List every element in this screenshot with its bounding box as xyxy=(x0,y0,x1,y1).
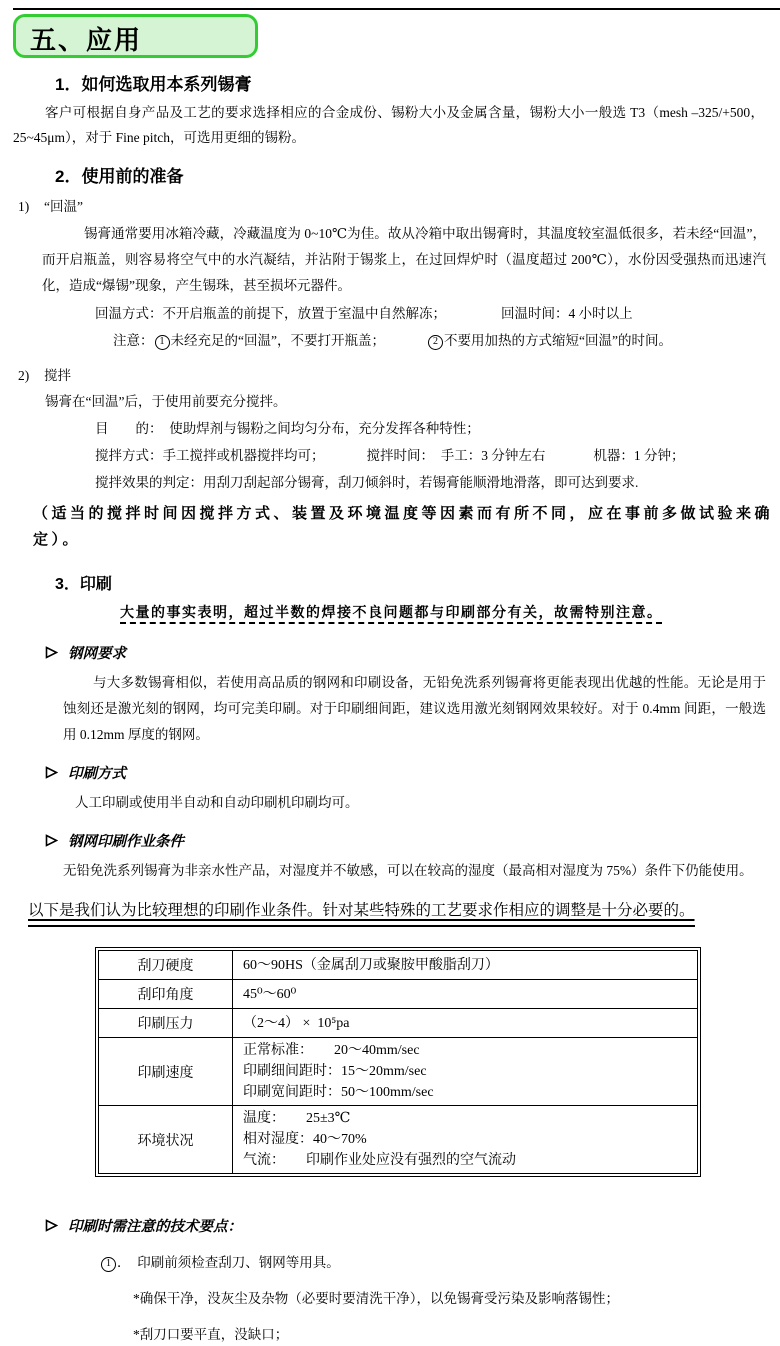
list-item-rewarming xyxy=(18,196,780,218)
table-row xyxy=(99,1009,698,1038)
table-value-line: （2～4） × 10⁵pa xyxy=(243,1015,350,1031)
bullet-printing-method xyxy=(45,762,780,783)
table-row xyxy=(99,951,698,980)
stir-method-text: 搅拌方式：手工搅拌或机器搅拌均可； xyxy=(95,448,325,463)
line-stir-intro: 锡膏在“回温”后，于使用前要充分搅拌。 xyxy=(45,394,287,409)
line-rewarming-note xyxy=(113,329,780,353)
section-title-text: 五、应用 xyxy=(30,25,143,55)
arrowhead-bullet-icon xyxy=(45,834,58,847)
point-item-1 xyxy=(100,1252,780,1274)
arrowhead-bullet-icon xyxy=(45,766,58,779)
table-value-line: 60～90HS（金属刮刀或聚胺甲酸脂刮刀） xyxy=(243,957,499,973)
section-title-box xyxy=(13,14,258,58)
table-value-line: 45⁰～60⁰ xyxy=(243,986,297,1002)
print-conditions-table xyxy=(95,947,701,1177)
line-stir-judge: 搅拌效果的判定：用刮刀刮起部分锡膏，刮刀倾斜时，若锡膏能顺滑地滑落，即可达到要求. xyxy=(95,475,639,490)
table-row xyxy=(99,1038,698,1106)
table-value-cell xyxy=(233,1038,698,1106)
header-rule xyxy=(13,8,780,10)
line-stir-method xyxy=(95,444,780,468)
note2-text: 不要用加热的方式缩短“回温”的时间。 xyxy=(443,333,672,348)
table-value-cell xyxy=(233,951,698,980)
bullet-stencil-requirements xyxy=(45,642,780,663)
para-stencil-requirements: 与大多数锡膏相似，若使用高品质的钢网和印刷设备，无铅免洗系列锡膏将更能表现出优越的性能。无论是用于蚀刻还是激光刻的钢网，均可完美印刷。对于印刷细间距，建议选用激光刻钢网效果较好。对于 0.4mm 间距，一般选用 0.12mm 厚度的钢网。 xyxy=(63,675,766,742)
list-item-stirring xyxy=(18,365,780,387)
circled-two-digit: 2 xyxy=(432,336,438,347)
table-value-line: 正常标准： 20～40mm/sec xyxy=(243,1043,420,1058)
table-value-line: 气流： 印刷作业处应没有强烈的空气流动 xyxy=(243,1153,516,1168)
ideal-conditions-note: 以下是我们认为比较理想的印刷作业条件。针对某些特殊的工艺要求作相应的调整是十分必要的。 xyxy=(28,900,695,927)
heading-preparation: 2．使用前的准备 xyxy=(55,167,184,186)
table-row xyxy=(99,980,698,1009)
table-label-cell: 环境状况 xyxy=(99,1106,233,1174)
table-value-line: 印刷细间距时：15～20mm/sec xyxy=(243,1064,427,1079)
bullet-working-conditions xyxy=(45,830,780,851)
heading-select-paste: 1．如何选取用本系列锡膏 xyxy=(55,75,252,94)
circled-one-icon xyxy=(155,335,170,350)
table-label-cell: 刮刀硬度 xyxy=(99,951,233,980)
circled-one-icon xyxy=(101,1257,116,1272)
note-label: 注意： xyxy=(113,333,154,348)
point-item-text: ． 印刷前须检查刮刀、钢网等用具。 xyxy=(117,1255,340,1270)
table-value-cell xyxy=(233,1009,698,1038)
point-sub-blade: *刮刀口要平直，没缺口； xyxy=(133,1327,289,1342)
circled-one-digit: 1 xyxy=(106,1258,111,1269)
bullet-title: 印刷方式 xyxy=(68,766,126,782)
para-rewarming: 锡膏通常要用冰箱冷藏，冷藏温度为 0~10℃为佳。故从冷箱中取出锡膏时，其温度较室温低很多，若未经“回温”，而开启瓶盖，则容易将空气中的水汽凝结，并沾附于锡浆上，在过回焊炉时（温度超过 200℃），水份因受强热而迅速汽化，造成“爆锡”现象，产生锡珠，甚至损坏元器件。 xyxy=(42,226,766,293)
table-label-cell: 印刷速度 xyxy=(99,1038,233,1106)
arrowhead-bullet-icon xyxy=(45,646,58,659)
para-printing-method: 人工印刷或使用半自动和自动印刷机印刷均可。 xyxy=(75,795,359,810)
para-working-conditions: 无铅免洗系列锡膏为非亲水性产品，对湿度并不敏感，可以在较高的湿度（最高相对湿度为 75%）条件下仍能使用。 xyxy=(63,863,753,878)
rewarming-time-text: 回温时间：4 小时以上 xyxy=(501,306,633,321)
line-rewarming-method xyxy=(95,302,780,326)
circled-two-icon xyxy=(428,335,443,350)
list-marker-2: 2) xyxy=(18,368,30,383)
circled-one-digit: 1 xyxy=(159,336,165,347)
bullet-title: 钢网要求 xyxy=(68,646,126,662)
stir-time-text: 搅拌时间： 手工：3 分钟左右 xyxy=(366,448,546,463)
heading-printing: 3．印刷 xyxy=(55,576,112,593)
bullet-title: 钢网印刷作业条件 xyxy=(68,834,184,850)
para-product-selection: 客户可根据自身产品及工艺的要求选择相应的合金成份、锡粉大小及金属含量，锡粉大小一般选 T3（mesh –325/+500，25~45μm），对于 Fine pitch，可选用更细的锡粉。 xyxy=(13,105,764,145)
rewarming-method-text: 回温方式：不开启瓶盖的前提下，放置于室温中自然解冻； xyxy=(95,306,446,321)
table-value-cell xyxy=(233,980,698,1009)
table-value-cell xyxy=(233,1106,698,1174)
list-title-stirring: 搅拌 xyxy=(44,368,71,383)
point-sub-clean: *确保干净，没灰尘及杂物（必要时要清洗干净），以免锡膏受污染及影响落锡性； xyxy=(133,1291,619,1306)
table-value-line: 相对湿度：40～70% xyxy=(243,1132,367,1147)
arrowhead-bullet-icon xyxy=(45,1219,58,1232)
bullet-title: 印刷时需注意的技术要点： xyxy=(68,1219,242,1235)
table-value-line: 温度： 25±3℃ xyxy=(243,1111,351,1126)
table-label-cell: 刮印角度 xyxy=(99,980,233,1009)
list-title-rewarming: “回温” xyxy=(44,199,83,214)
list-marker-1: 1) xyxy=(18,199,30,214)
table-row xyxy=(99,1106,698,1174)
line-stir-purpose: 目 的： 使助焊剂与锡粉之间均匀分布，充分发挥各种特性； xyxy=(95,421,480,436)
table-label-cell: 印刷压力 xyxy=(99,1009,233,1038)
stirring-bold-note: （适当的搅拌时间因搅拌方式、装置及环境温度等因素而有所不同，应在事前多做试验来确定）。 xyxy=(33,505,774,548)
stir-machine-text: 机器：1 分钟； xyxy=(593,448,685,463)
bullet-technical-points xyxy=(45,1215,780,1236)
note1-text: 未经充足的“回温”，不要打开瓶盖； xyxy=(170,333,385,348)
printing-notice: 大量的事实表明，超过半数的焊接不良问题都与印刷部分有关，故需特别注意。 xyxy=(120,606,663,621)
table-value-line: 印刷宽间距时：50～100mm/sec xyxy=(243,1085,434,1100)
